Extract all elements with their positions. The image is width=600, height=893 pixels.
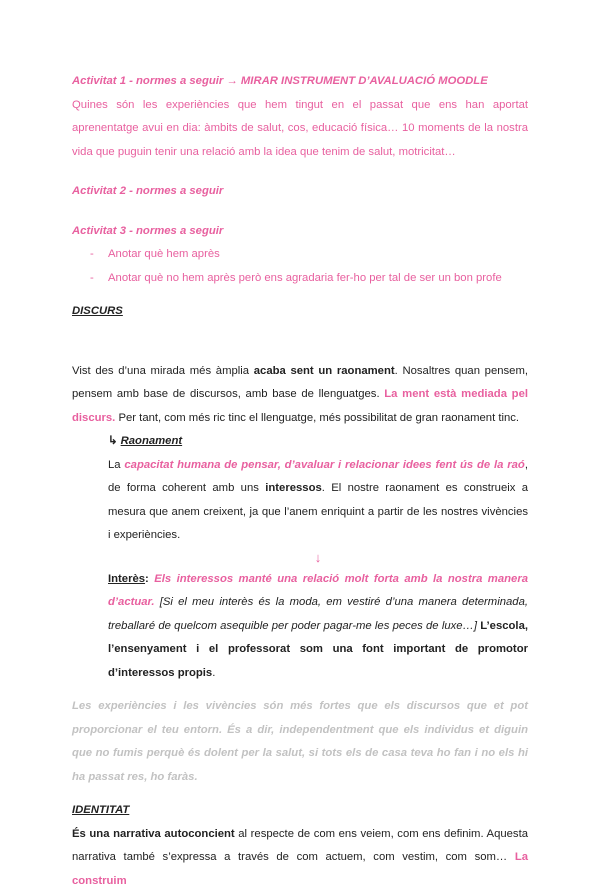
document-page	[72, 70, 528, 893]
text-run-bold: És una narrativa	[72, 828, 164, 840]
activity-1-title: Activitat 1 - normes a seguir	[72, 75, 223, 87]
interes-title: Interès	[108, 573, 145, 585]
identitat-paragraph	[72, 823, 528, 893]
activity-3-heading: Activitat 3 - normes a seguir	[72, 220, 528, 244]
identitat-heading: IDENTITAT	[72, 799, 528, 823]
arrow-right-icon: →	[226, 75, 237, 87]
activity-3-list	[72, 243, 528, 290]
interes-paragraph	[108, 568, 528, 686]
activity-1-instrument: MIRAR INSTRUMENT D’AVALUACIÓ MOODLE	[241, 75, 488, 87]
activity-1-heading	[72, 70, 528, 94]
text-run: La	[108, 459, 124, 471]
text-run: .	[212, 667, 215, 679]
discurs-paragraph	[72, 360, 528, 431]
text-run: al respecte de com ens veiem, com ens definim. Aquesta narrativa també s’expressa a través de com actuem, com vestim, com som…	[72, 828, 528, 864]
raonament-title: Raonament	[121, 435, 183, 447]
return-arrow-icon: ↳	[108, 435, 117, 447]
text-run-bold: interessos	[265, 482, 322, 494]
text-run-bold: L’escola, l’ensenyament i el professorat som una font important de promotor d’interessos propis	[108, 620, 528, 679]
activity-2-heading: Activitat 2 - normes a seguir	[72, 180, 528, 204]
text-run-bold: autoconcient	[164, 828, 234, 840]
text-run-highlight: La construim	[72, 851, 528, 887]
text-run: . El nostre raonament es construeix a mesura que anem creixent, ja que l’anem enriquint a partir de les nostres vivències i experiències.	[108, 482, 528, 541]
text-run-bold: acaba sent un raonament	[254, 365, 395, 377]
activity-1-text: Quines són les experiències que hem tingut en el passat que ens han aportat aprenentatge avui en dia: àmbits de salut, cos, educació física… 10 moments de la nostra vida que puguin tenir una relació amb la idea que tenim de salut, motricitat…	[72, 94, 528, 165]
text-run-highlight: capacitat humana de pensar, d’avaluar i relacionar idees fent ús de la raó	[124, 459, 524, 471]
text-run: . Nosaltres quan pensem, pensem amb base de discursos, amb base de llenguatges.	[72, 365, 528, 401]
text-run: Per tant, com més ric tinc el llenguatge, més possibilitat de gran raonament tinc.	[115, 412, 519, 424]
text-run-bold: :	[145, 573, 154, 585]
raonament-heading	[108, 430, 528, 454]
list-item: - Anotar què hem après	[90, 243, 528, 267]
discurs-heading: DISCURS	[72, 300, 528, 324]
text-run-highlight: La ment està mediada pel discurs.	[72, 388, 528, 424]
raonament-paragraph	[108, 454, 528, 548]
list-item: - Anotar què no hem après però ens agradaria fer-ho per tal de ser un bon profe	[90, 267, 528, 291]
text-run-highlight: Els interessos manté una relació molt forta amb la nostra manera d’actuar.	[108, 573, 528, 609]
experiences-note: Les experiències i les vivències són més fortes que els discursos que et pot proporcionar el teu entorn. És a dir, independentment que els individus et diguin que no fumis perquè és dolent per la salut, si tots els de casa teva ho fan i no els hi ha passat res, ho faràs.	[72, 695, 528, 789]
text-run: Vist des d’una mirada més àmplia	[72, 365, 254, 377]
text-run-italic: [Si el meu interès és la moda, em vestiré d’una manera determinada, treballaré de quelcom asequible per poder pagar-me les peces de luxe…]	[108, 596, 528, 632]
arrow-down-icon: ↓	[108, 548, 528, 568]
text-run: , de forma coherent amb uns	[108, 459, 528, 495]
